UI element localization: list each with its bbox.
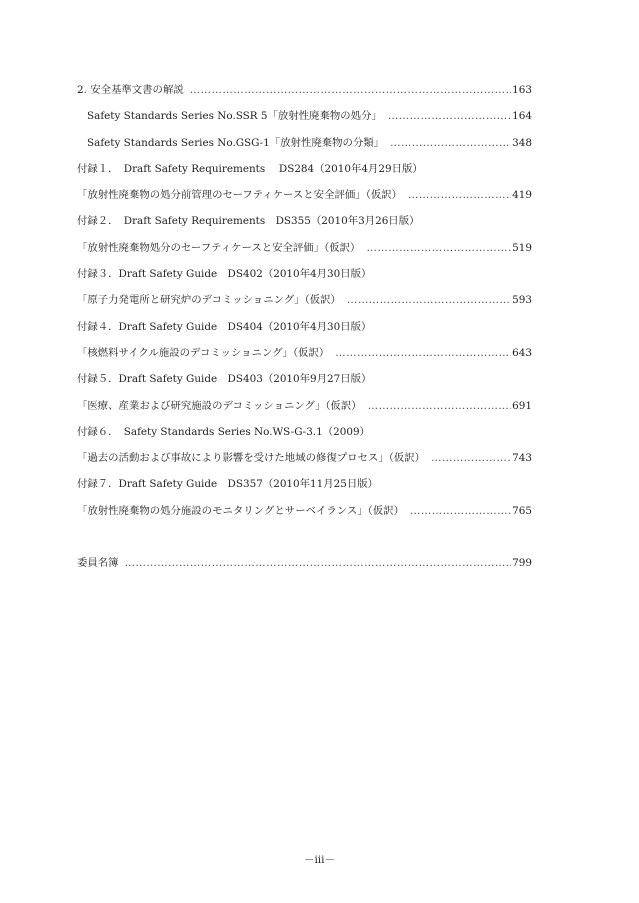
toc-page-number: 419 — [512, 189, 532, 202]
toc-entry-appendix2[interactable] — [77, 235, 532, 261]
toc-entry-appendix1[interactable] — [77, 182, 532, 208]
toc-appendix5-heading — [77, 366, 532, 392]
toc-entry-appendix7[interactable] — [77, 498, 532, 524]
toc-heading-label: 付録３．Draft Safety Guide DS402（2010年4月30日版） — [77, 268, 372, 281]
page-number-footer: －iii－ — [303, 854, 336, 866]
toc-entry-label: 「過去の活動および事故により影響を受けた地域の修復プロセス」（仮訳） — [77, 452, 426, 465]
dot-leader — [388, 103, 511, 129]
dot-leader — [431, 445, 511, 471]
toc-page-number: 163 — [512, 84, 532, 96]
table-of-contents — [77, 77, 532, 576]
dot-leader — [390, 130, 511, 156]
toc-heading-label: 付録４．Draft Safety Guide DS404（2010年4月30日版） — [77, 320, 372, 333]
toc-entry-ssr5[interactable] — [77, 103, 532, 129]
dot-leader — [368, 393, 511, 419]
toc-entry-appendix5[interactable] — [77, 393, 532, 419]
toc-entry-label: 「放射性廃棄物の処分前管理のセーフティケースと安全評価」（仮訳） — [77, 189, 403, 202]
toc-appendix6-heading — [77, 419, 532, 445]
toc-appendix7-heading — [77, 471, 532, 497]
toc-entry-appendix4[interactable] — [77, 340, 532, 366]
toc-page-number: 743 — [512, 452, 532, 465]
toc-appendix4-heading — [77, 314, 532, 340]
toc-appendix2-heading — [77, 208, 532, 234]
toc-heading-label: 付録６． Safety Standards Series No.WS-G-3.1（2009） — [77, 425, 370, 438]
dot-leader — [335, 340, 511, 366]
toc-page-number: 593 — [512, 294, 532, 307]
toc-page-number: 765 — [512, 504, 532, 517]
toc-entry-label: 「放射性廃棄物の処分施設のモニタリングとサーベイランス」（仮訳） — [77, 504, 404, 517]
toc-appendix3-heading — [77, 261, 532, 287]
toc-entry-gsg1[interactable] — [77, 130, 532, 156]
toc-entry-label: 「放射性廃棄物処分のセーフティケースと安全評価」（仮訳） — [77, 241, 361, 254]
toc-heading-label: 付録５．Draft Safety Guide DS403（2010年9月27日版） — [77, 373, 372, 386]
dot-leader — [366, 235, 511, 261]
toc-page-number: 348 — [512, 136, 532, 149]
toc-heading-label: 付録１． Draft Safety Requirements DS284（2010年4月29日版） — [77, 162, 423, 175]
dot-leader — [125, 550, 512, 576]
toc-entry-label: 「原子力発電所と研究炉のデコミッショニング」（仮訳） — [77, 294, 341, 307]
toc-page-number: 164 — [512, 110, 532, 123]
dot-leader — [410, 498, 511, 524]
toc-page-number: 691 — [512, 399, 532, 412]
toc-page-number: 643 — [512, 346, 532, 359]
toc-page-number: 519 — [512, 241, 532, 254]
toc-entry-label: Safety Standards Series No.SSR 5「放射性廃棄物の処分」 — [87, 110, 382, 123]
toc-entry-appendix6[interactable] — [77, 445, 532, 471]
toc-entry-label: 2. 安全基準文書の解説 — [77, 84, 184, 96]
toc-entry-section2[interactable] — [77, 77, 532, 103]
dot-leader — [190, 77, 511, 103]
toc-entry-label: Safety Standards Series No.GSG-1「放射性廃棄物の分類」 — [87, 136, 385, 149]
toc-heading-label: 付録２． Draft Safety Requirements DS355（2010年3月26日版） — [77, 215, 420, 228]
toc-entry-members[interactable] — [77, 550, 532, 576]
toc-appendix1-heading — [77, 156, 532, 182]
toc-heading-label: 付録７．Draft Safety Guide DS357（2010年11月25日版） — [77, 478, 379, 491]
toc-page-number: 799 — [512, 557, 532, 570]
toc-entry-label: 委員名簿 — [77, 557, 119, 570]
dot-leader — [408, 182, 511, 208]
toc-entry-label: 「医療、産業および研究施設のデコミッショニング」（仮訳） — [77, 399, 362, 412]
toc-entry-label: 「核燃料サイクル施設のデコミッショニング」（仮訳） — [77, 346, 330, 359]
dot-leader — [347, 287, 511, 313]
toc-entry-appendix3[interactable] — [77, 287, 532, 313]
